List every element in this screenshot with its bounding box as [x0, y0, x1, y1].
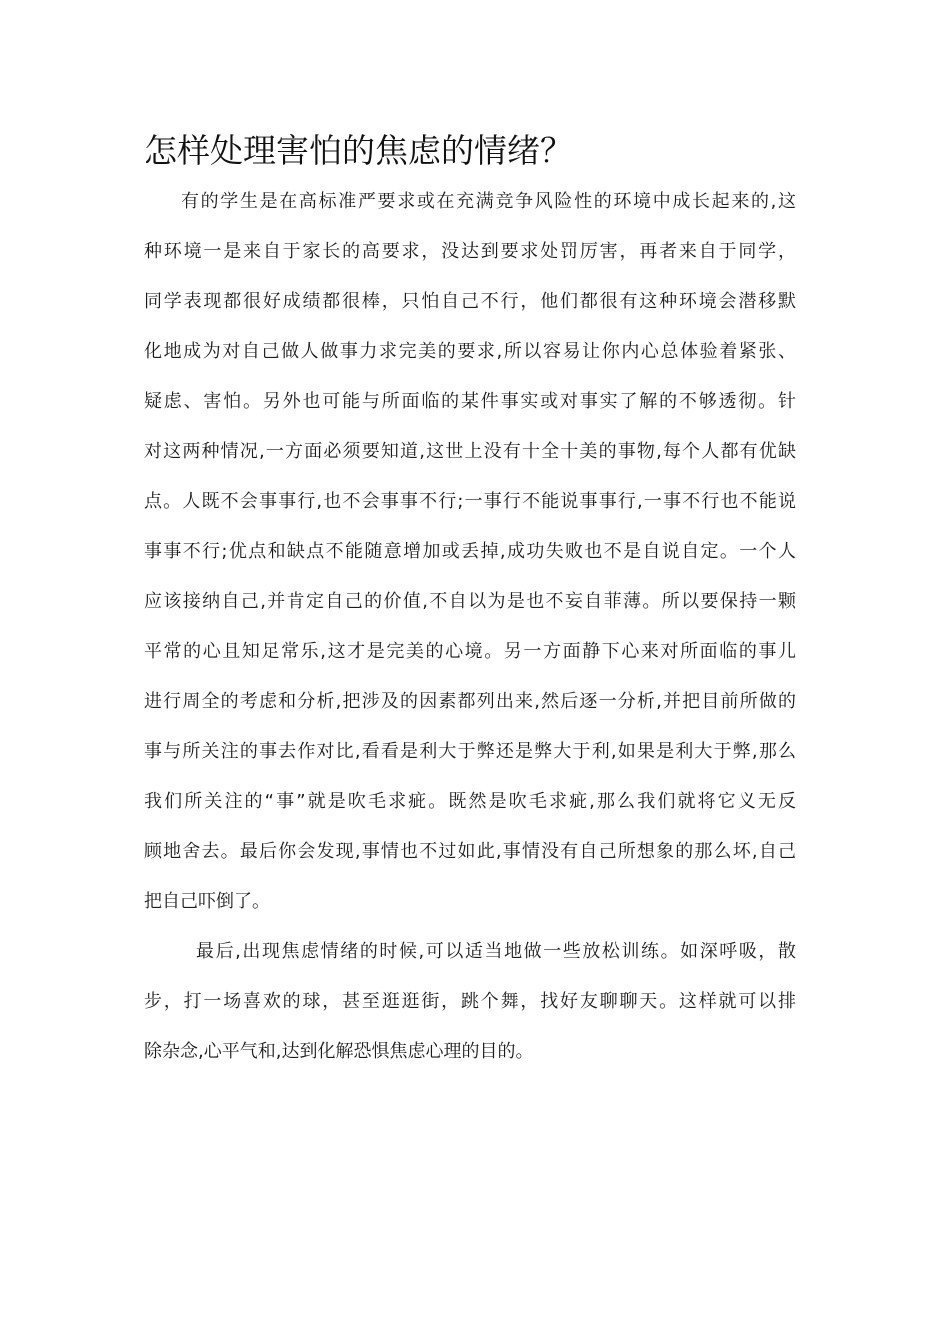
paragraph-1-line-9: 应该接纳自己,并肯定自己的价值,不自以为是也不妄自菲薄。所以要保持一颗	[144, 591, 796, 612]
document-page	[144, 128, 796, 1077]
paragraph-1-line-1: 有的学生是在高标准严要求或在充满竞争风险性的环境中成长起来的,这	[181, 191, 796, 212]
paragraph-1-line-5: 疑虑、害怕。另外也可能与所面临的某件事实或对事实了解的不够透彻。针	[144, 391, 796, 412]
paragraph-2	[144, 927, 796, 1077]
paragraph-2-line-3: 除杂念,心平气和,达到化解恐惧焦虑心理的目的。	[144, 1041, 534, 1062]
paragraph-1-line-6: 对这两种情况,一方面必须要知道,这世上没有十全十美的事物,每个人都有优缺	[144, 441, 796, 462]
paragraph-1-line-12: 事与所关注的事去作对比,看看是利大于弊还是弊大于利,如果是利大于弊,那么	[144, 741, 796, 762]
paragraph-2-line-2: 步，打一场喜欢的球，甚至逛逛街，跳个舞，找好友聊聊天。这样就可以排	[144, 991, 796, 1012]
paragraph-1-line-3: 同学表现都很好成绩都很棒，只怕自己不行，他们都很有这种环境会潜移默	[144, 291, 796, 312]
paragraph-2-line-1: 最后,出现焦虑情绪的时候,可以适当地做一些放松训练。如深呼吸，散	[196, 941, 796, 962]
paragraph-1-line-14: 顾地舍去。最后你会发现,事情也不过如此,事情没有自己所想象的那么坏,自己	[144, 841, 796, 862]
paragraph-1-line-10: 平常的心且知足常乐,这才是完美的心境。另一方面静下心来对所面临的事儿	[144, 641, 796, 662]
paragraph-1-line-11: 进行周全的考虑和分析,把涉及的因素都列出来,然后逐一分析,并把目前所做的	[144, 691, 796, 712]
paragraph-1	[144, 177, 796, 927]
paragraph-1-line-2: 种环境一是来自于家长的高要求，没达到要求处罚厉害，再者来自于同学，	[144, 241, 796, 262]
document-title: 怎样处理害怕的焦虑的情绪？	[144, 131, 573, 170]
paragraph-1-line-8: 事事不行;优点和缺点不能随意增加或丢掉,成功失败也不是自说自定。一个人	[144, 541, 796, 562]
paragraph-1-line-15: 把自己吓倒了。	[144, 891, 270, 912]
paragraph-1-line-4: 化地成为对自己做人做事力求完美的要求,所以容易让你内心总体验着紧张、	[144, 341, 796, 362]
paragraph-1-line-13: 我们所关注的“事”就是吹毛求疵。既然是吹毛求疵,那么我们就将它义无反	[144, 791, 796, 812]
paragraph-1-line-7: 点。人既不会事事行,也不会事事不行;一事行不能说事事行,一事不行也不能说	[144, 491, 796, 512]
